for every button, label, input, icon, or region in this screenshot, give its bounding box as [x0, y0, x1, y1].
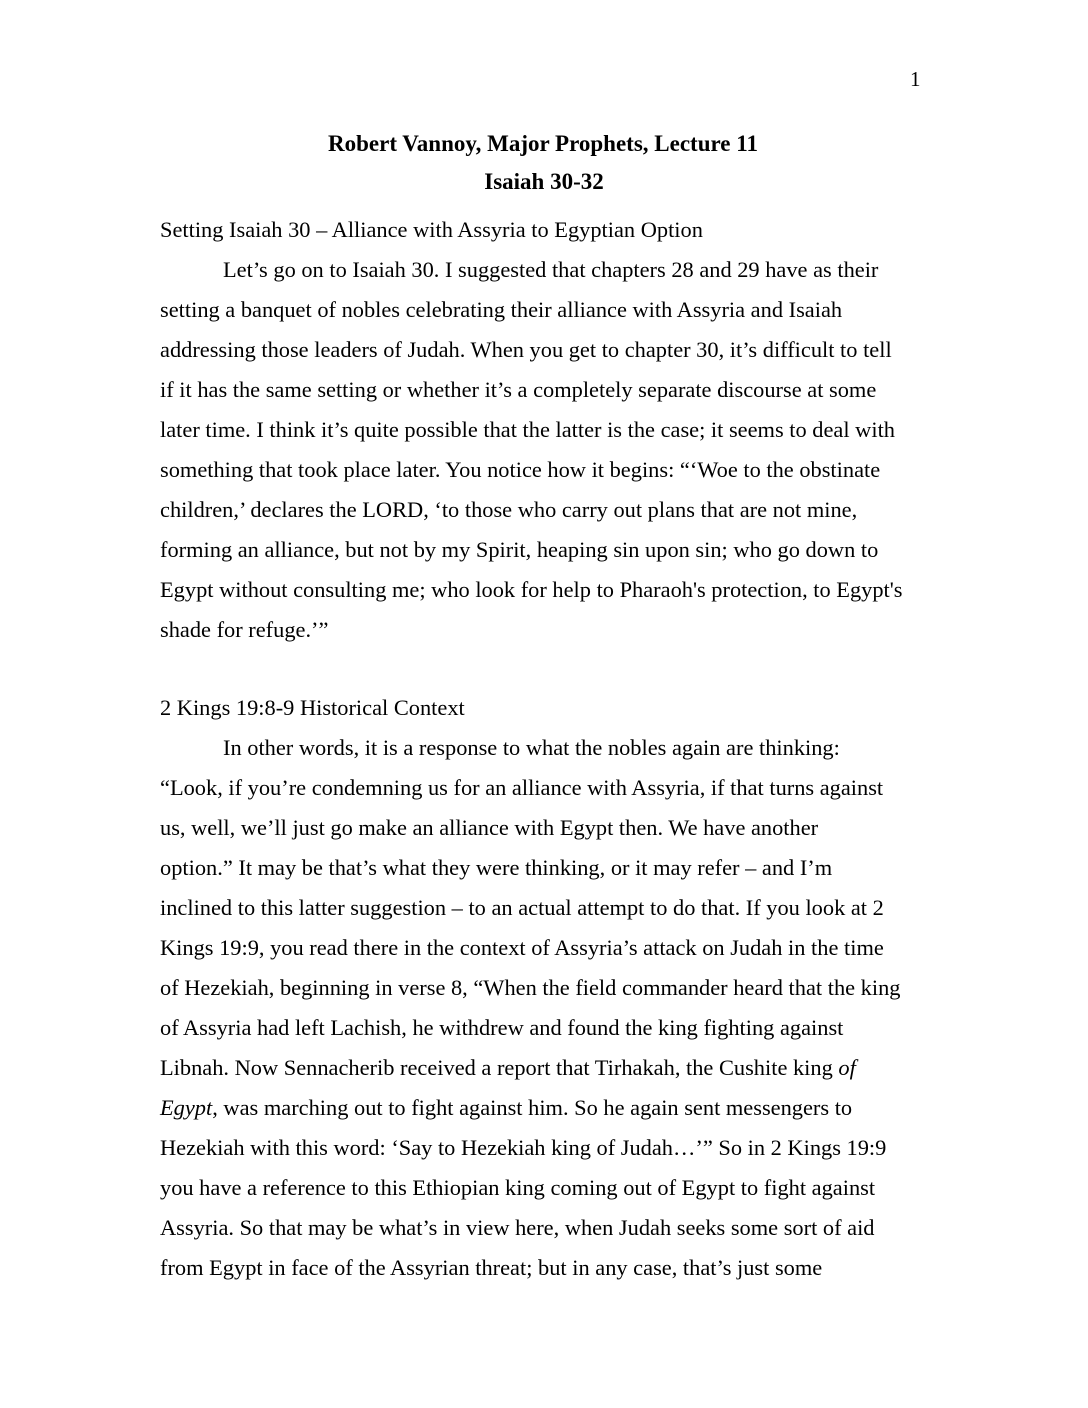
paragraph-line: Kings 19:9, you read there in the context of Assyria’s attack on Judah in the time — [160, 935, 884, 960]
paragraph-line: Assyria. So that may be what’s in view here, when Judah seeks some sort of aid — [160, 1215, 875, 1240]
paragraph-line: setting a banquet of nobles celebrating their alliance with Assyria and Isaiah — [160, 297, 843, 322]
paragraph-line: of Assyria had left Lachish, he withdrew and found the king fighting against — [160, 1015, 844, 1040]
paragraph-line: inclined to this latter suggestion – to an actual attempt to do that. If you look at 2 — [160, 895, 884, 920]
section-heading: 2 Kings 19:8-9 Historical Context — [160, 695, 465, 720]
paragraph-line: “Look, if you’re condemning us for an alliance with Assyria, if that turns against — [160, 775, 884, 800]
paragraph-line: option.” It may be that’s what they were thinking, or it may refer – and I’m — [160, 855, 833, 880]
paragraph-line — [160, 1094, 852, 1122]
paragraph-line: us, well, we’ll just go make an alliance with Egypt then. We have another — [160, 815, 819, 840]
paragraph-line: shade for refuge.’” — [160, 617, 329, 642]
document-subtitle: Isaiah 30-32 — [484, 169, 604, 194]
paragraph-line: from Egypt in face of the Assyrian threat; but in any case, that’s just some — [160, 1255, 823, 1280]
paragraph-line — [160, 1054, 856, 1082]
paragraph-line: something that took place later. You notice how it begins: “‘Woe to the obstinate — [160, 457, 881, 482]
document-title: Robert Vannoy, Major Prophets, Lecture 11 — [328, 131, 758, 156]
paragraph-line: Egypt without consulting me; who look for help to Pharaoh's protection, to Egypt's — [160, 577, 903, 602]
paragraph-line: later time. I think it’s quite possible that the latter is the case; it seems to deal with — [160, 417, 895, 442]
paragraph-line: In other words, it is a response to what the nobles again are thinking: — [223, 735, 840, 760]
italic-text: Egypt — [160, 1095, 213, 1120]
paragraph-line: children,’ declares the LORD, ‘to those who carry out plans that are not mine, — [160, 497, 858, 522]
text-run: Libnah. Now Sennacherib received a report that Tirhakah, the Cushite king — [160, 1055, 833, 1080]
paragraph-line: if it has the same setting or whether it’s a completely separate discourse at some — [160, 377, 877, 402]
paragraph-line: Hezekiah with this word: ‘Say to Hezekiah king of Judah…’” So in 2 Kings 19:9 — [160, 1135, 887, 1160]
paragraph-line: forming an alliance, but not by my Spirit, heaping sin upon sin; who go down to — [160, 537, 879, 562]
paragraph-line: of Hezekiah, beginning in verse 8, “When the field commander heard that the king — [160, 975, 901, 1000]
paragraph-line: addressing those leaders of Judah. When you get to chapter 30, it’s difficult to tell — [160, 337, 892, 362]
text-run: , was marching out to fight against him. So he again sent messengers to — [212, 1095, 853, 1120]
italic-text: of — [838, 1055, 856, 1080]
page-number: 1 — [910, 67, 921, 91]
paragraph-line: you have a reference to this Ethiopian king coming out of Egypt to fight against — [160, 1175, 876, 1200]
section-heading: Setting Isaiah 30 – Alliance with Assyria to Egyptian Option — [160, 217, 703, 242]
paragraph-line: Let’s go on to Isaiah 30. I suggested that chapters 28 and 29 have as their — [223, 257, 879, 282]
